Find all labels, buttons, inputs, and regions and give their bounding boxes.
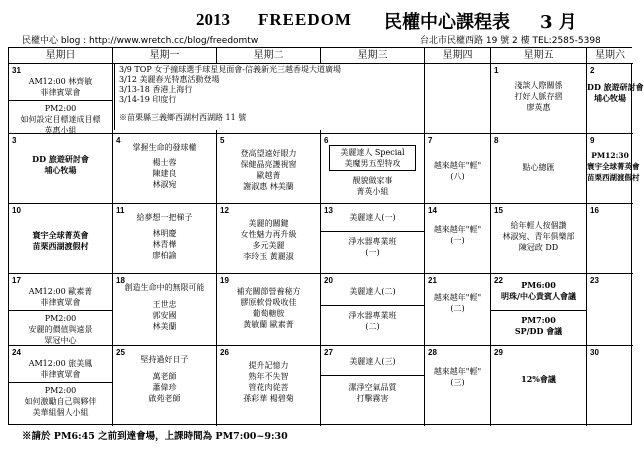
announcement-line (119, 105, 416, 113)
announcement-line: 3/14-19 印度行 (119, 95, 177, 104)
event-title: 美麗達人(三) (349, 357, 396, 366)
day-number: 28 (428, 348, 437, 357)
announcement-box (114, 64, 420, 130)
event-line: 打好人脈存摺 (514, 92, 563, 101)
event-line: 如何激勵自己與夥伴 (24, 397, 97, 406)
day-cell-16 (587, 204, 633, 274)
day-cell-24 (9, 346, 113, 426)
speaker: 郭安國 (152, 311, 177, 320)
divider (491, 310, 586, 311)
event-line: 英惠小組 (44, 126, 77, 135)
day-number: 11 (116, 206, 125, 215)
speaker: 李玲玉 黃麗淑 (243, 252, 294, 261)
title-center: 民權中心課程表 (384, 12, 510, 33)
event-line: AM12:00 林齊敏 (28, 77, 93, 86)
day-number: 6 (324, 136, 329, 145)
event-line: PM2:00 (44, 314, 77, 323)
day-number: 19 (220, 276, 229, 285)
event-subtitle: (一) (450, 236, 465, 245)
day-cell-1 (491, 64, 587, 134)
day-cell-31 (9, 64, 113, 134)
announcement-line: 3/12 美麗春光特惠活動登場 (119, 75, 220, 84)
day-cell-25 (113, 346, 217, 426)
day-number: 9 (590, 136, 595, 145)
day-number: 1 (494, 66, 499, 75)
divider (9, 100, 112, 101)
speaker: 王世忠 (152, 300, 177, 309)
day-cell-27 (321, 346, 425, 426)
day-cell-5 (217, 134, 321, 204)
event-line: 如何設定目標達成目標 (20, 115, 101, 124)
event-line: 埔心牧場 (594, 93, 626, 103)
day-cell-21 (425, 274, 491, 346)
event-subtitle: 打擊霧害 (356, 394, 389, 403)
event-time: PM12:30 (591, 151, 629, 160)
event-title: SP/DD 會議 (514, 326, 563, 336)
weekday-mon: 星期一 (113, 48, 217, 64)
speaker: 陳冠政 DD (518, 243, 559, 252)
day-number: 27 (324, 348, 333, 357)
blog-url[interactable]: 民權中心 blog : http://www.wretch.cc/blog/freedomtw (22, 36, 259, 46)
event-title: 美麗達人 Special (340, 148, 405, 157)
weekday-tue: 星期二 (217, 48, 321, 64)
divider (9, 310, 112, 311)
event-line: 眾冠中心 (44, 336, 77, 345)
day-number: 25 (116, 348, 125, 357)
event-title: 提升記憶力 (248, 361, 289, 370)
weekday-wed: 星期三 (321, 48, 425, 64)
event-title: 美麗達人(二) (349, 287, 396, 296)
event-title: 明珠/中心貴賓人會議 (501, 291, 576, 301)
event-title: 掌握生命的發球權 (132, 143, 197, 152)
event-subtitle: (二) (450, 304, 465, 313)
day-number: 10 (12, 206, 21, 215)
announcement-line: 3/9 TOP 女子撞球選手球星見面會-信義新光三越香堤大道廣場 (119, 65, 341, 74)
speaker: 謝淑惠 林美蘭 (243, 182, 294, 191)
day-number: 4 (116, 136, 121, 145)
event-line: PM2:00 (44, 104, 77, 113)
day-cell-19 (217, 274, 321, 346)
event-subtitle: 熟年不失智 (248, 372, 289, 381)
day-number: 8 (494, 136, 499, 145)
speaker: 啟苑老師 (148, 394, 181, 403)
event-title: 12%會議 (521, 374, 556, 384)
event-line: DD 旅遊研討會 (587, 82, 644, 92)
announcement-line: 3/13-18 香港上海行 (119, 85, 193, 94)
event-line: DD 旅遊研討會 (32, 154, 89, 164)
event-title: 淨水器專業班 (348, 237, 397, 246)
day-number: 20 (324, 276, 333, 285)
event-title: 寰宇全球菁英會 (32, 230, 89, 240)
day-number: 31 (12, 66, 21, 75)
event-line: 埔心牧場 (44, 165, 77, 175)
day-cell-7 (425, 134, 491, 204)
day-cell-8 (491, 134, 587, 204)
event-location: 苗栗西湖渡假村 (587, 173, 640, 182)
event-subtitle: (二) (365, 322, 380, 331)
event-line: 菲律賓眾會 (40, 88, 81, 97)
day-number: 3 (12, 136, 17, 145)
event-title: 越來越年"輕" (433, 293, 482, 302)
day-cell-3 (9, 134, 113, 204)
group-name: 菁英小組 (356, 187, 389, 196)
day-cell-28 (425, 346, 491, 426)
event-line: 淺談人際關係 (514, 81, 563, 90)
day-cell-4 (113, 134, 217, 204)
event-line: 美華組個人小組 (32, 408, 89, 417)
footer-note: ※請於 PM6:45 之前到達會場，上課時間為 PM7:00~9:30 (22, 431, 288, 442)
event-line: PM2:00 (44, 386, 77, 395)
event-time: PM6:00 (521, 280, 556, 290)
day-number: 18 (116, 276, 125, 285)
event-subtitle: 膠原軟骨吸收佳 (240, 298, 297, 307)
event-title: 登高望遠好眼力 (240, 149, 297, 158)
divider (321, 231, 424, 232)
event-line: 菲律賓眾會 (40, 370, 81, 379)
speaker: 陳建良 (152, 169, 177, 178)
address: 台北市民權西路 19 號 2 樓 TEL:2585-5398 (420, 36, 601, 46)
day-number: 16 (590, 206, 599, 215)
day-number: 26 (220, 348, 229, 357)
day-number: 13 (324, 206, 333, 215)
event-title: 給夢想一把梯子 (136, 213, 193, 222)
day-cell-15 (491, 204, 587, 274)
event-title: 堅持過好日子 (140, 355, 189, 364)
speaker: 萬老師 (152, 372, 177, 381)
event-title: 淨水器專業班 (348, 311, 397, 320)
day-cell-empty (425, 64, 491, 134)
subtitle-row (0, 33, 640, 45)
day-number: 22 (494, 276, 503, 285)
day-number: 12 (220, 206, 229, 215)
event-subtitle: 保健晶亮護視窗 (240, 160, 297, 169)
day-cell-10 (9, 204, 113, 274)
title-year: 2013 (196, 10, 230, 29)
day-cell-2 (587, 64, 644, 134)
event-time: PM7:00 (521, 315, 556, 325)
event-title: 補充關節營養秘方 (236, 287, 301, 296)
day-cell-23 (587, 274, 633, 346)
day-cell-14 (425, 204, 491, 274)
speaker: 林美蘭 (152, 322, 177, 331)
event-line: AM12:00 旅美鳳 (28, 359, 93, 368)
event-title: 越來越年"輕" (433, 367, 482, 376)
speaker: 林淑宛 (152, 180, 177, 189)
title-freedom: FREEDOM (258, 10, 352, 29)
event-title: 創造生命中的無限可能 (124, 283, 205, 292)
day-number: 7 (428, 136, 433, 145)
weekday-thu: 星期四 (425, 48, 491, 64)
day-cell-13 (321, 204, 425, 274)
event-line: AM12:00 歐素菁 (28, 287, 93, 296)
weekday-sun: 星期日 (9, 48, 113, 64)
day-number: 5 (220, 136, 225, 145)
event-subtitle: 美魔男五型特攻 (344, 159, 401, 168)
event-title: 點心總匯 (522, 163, 555, 172)
event-subtitle: 葡萄糖胺 (252, 309, 285, 318)
event-subtitle: 管花肉從菩 (248, 383, 289, 392)
day-cell-17 (9, 274, 113, 346)
day-cell-6 (321, 134, 425, 204)
speaker: 林淑宛、青年俱樂部 (502, 232, 575, 241)
day-cell-12 (217, 204, 321, 274)
event-subtitle: (三) (450, 378, 465, 387)
announcement-line: ※苗栗縣三義鄉西湖村西湖路 11 號 (119, 113, 247, 122)
event-line: 菲律賓眾會 (40, 298, 81, 307)
event-title: 潔淨空氣品質 (348, 383, 397, 392)
weekday-sat: 星期六 (587, 48, 633, 64)
day-number: 15 (494, 206, 503, 215)
day-number: 29 (494, 348, 503, 357)
divider (321, 305, 424, 306)
speaker: 林青樺 (152, 240, 177, 249)
speaker: 林明慶 (152, 229, 177, 238)
speaker: 蕭偉珍 (152, 383, 177, 392)
speaker: 廖柏諭 (152, 251, 177, 260)
speaker: 歐越菁 (256, 171, 281, 180)
day-cell-9 (587, 134, 640, 204)
title-month: 3 月 (540, 12, 577, 33)
event-subtitle: 女性魅力再升級 (240, 230, 297, 239)
day-cell-26 (217, 346, 321, 426)
speaker: 楊士蓉 (152, 158, 177, 167)
event-subtitle: (八) (450, 172, 465, 181)
event-line: 安麗的價值與遠景 (28, 325, 93, 334)
event-title: 靚貌做家事 (352, 176, 393, 185)
weekday-fri: 星期五 (491, 48, 587, 64)
day-cell-29 (491, 346, 587, 426)
event-line: 廖英惠 (526, 103, 551, 112)
speaker: 孫彩華 楊碧菊 (243, 394, 294, 403)
day-cell-22 (491, 274, 587, 346)
day-cell-30 (587, 346, 633, 426)
day-number: 14 (428, 206, 437, 215)
day-number: 21 (428, 276, 437, 285)
day-cell-20 (321, 274, 425, 346)
day-number: 2 (590, 66, 595, 75)
event-title: 越來越年"輕" (433, 161, 482, 170)
event-title: 越來越年"輕" (433, 225, 482, 234)
event-subtitle: 多元美麗 (252, 241, 285, 250)
day-cell-18 (113, 274, 217, 346)
day-cell-11 (113, 204, 217, 274)
divider (321, 375, 424, 376)
day-number: 24 (12, 348, 21, 357)
divider (9, 382, 112, 383)
event-title: 給年輕人按個讚 (510, 221, 567, 230)
event-title: 美麗達人(一) (349, 213, 396, 222)
day-number: 23 (590, 276, 599, 285)
day-number: 30 (590, 348, 599, 357)
day-number: 17 (12, 276, 21, 285)
event-title: 寰宇全球菁英會 (587, 162, 640, 171)
event-location: 苗栗西湖渡假村 (32, 241, 89, 251)
event-title: 美麗的關鍵 (248, 219, 289, 228)
event-subtitle: (一) (365, 248, 380, 257)
title-row (0, 6, 640, 32)
speaker: 黃敏蘭 歐素菁 (243, 320, 294, 329)
